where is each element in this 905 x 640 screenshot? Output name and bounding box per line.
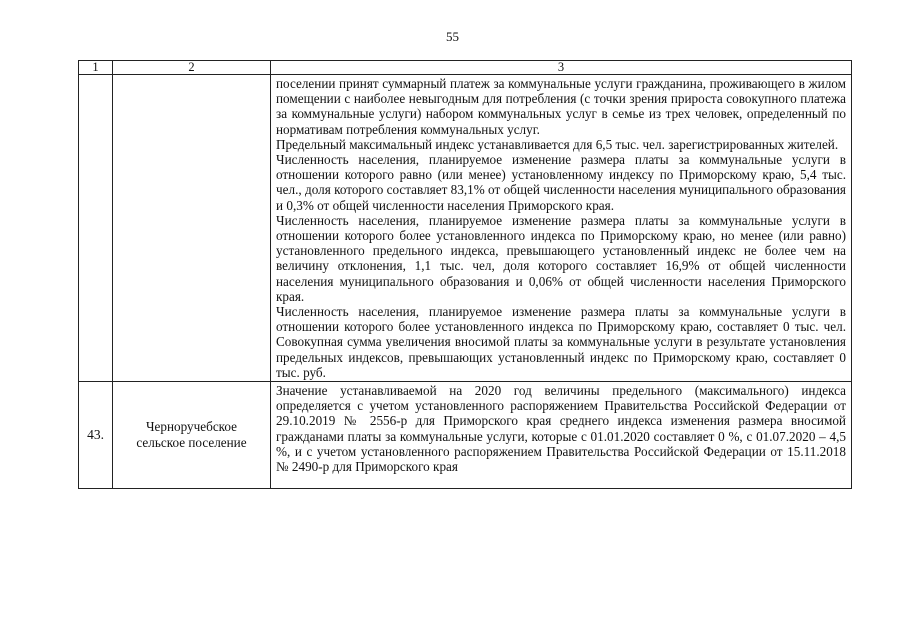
table-header-row	[79, 61, 852, 75]
description-cell	[271, 75, 852, 382]
settlement-name-cell	[113, 75, 271, 382]
page-number: 55	[446, 29, 459, 44]
column-header-1: 1	[79, 61, 113, 75]
description-paragraph: Численность населения, планируемое изменение размера платы за коммунальные услуги в отношении которого равно (или менее) установленному индексу по Приморскому краю, 5,4 тыс. чел., доля которого составляет 83,1% от общей численности населения муниципального образования и 0,3% от общей численности населения Приморского края.	[276, 152, 846, 213]
settlements-table	[78, 60, 852, 489]
settlement-name-line: сельское поселение	[136, 435, 247, 451]
column-header-3: 3	[271, 61, 852, 75]
description-paragraph: Численность населения, планируемое изменение размера платы за коммунальные услуги в отношении которого более установленного индекса по Приморскому краю, составляет 0 тыс. чел. Совокупная сумма увеличения вносимой платы за коммунальные услуги в результате установления предельных индексов, превышающих установленный индекс по Приморскому краю, составляет 0 тыс. руб.	[276, 304, 846, 380]
table-row-43	[79, 382, 852, 489]
description-cell	[271, 382, 852, 489]
settlement-name-cell	[113, 382, 271, 489]
settlement-name-line: Черноручебское	[145, 419, 238, 435]
description-paragraph: Предельный максимальный индекс устанавливается для 6,5 тыс. чел. зарегистрированных жителей.	[276, 136, 839, 152]
description-paragraph: поселении принят суммарный платеж за коммунальные услуги гражданина, проживающего в жилом помещении с наиболее невыгодным для потребления (с точки зрения прироста совокупного платежа за коммунальные услуги) набором коммунальных услуг в семье из трех человек, определенный по нормативам потребления коммунальных услуг.	[276, 76, 846, 137]
description-paragraph: Численность населения, планируемое изменение размера платы за коммунальные услуги в отношении которого более установленного индекса по Приморскому краю, но менее (или равно) установленного предельного индекса, превышающего установленный индекс не более чем на величину отклонения, 1,1 тыс. чел, доля которого составляет 16,9% от общей численности населения муниципального образования и 0,06% от общей численности населения Приморского края.	[276, 212, 846, 304]
row-number-cell	[79, 75, 113, 382]
table-row-continued	[79, 75, 852, 382]
column-header-2: 2	[113, 61, 271, 75]
row-number-cell: 43.	[79, 382, 113, 489]
description-paragraph: Значение устанавливаемой на 2020 год величины предельного (максимального) индекса определяется с учетом установленного распоряжением Правительства Российской Федерации от 29.10.2019 № 2556-р для Приморского края среднего индекса изменения размера вносимой гражданами платы за коммунальные услуги, которые с 01.01.2020 составляет 0 %, с 01.07.2020 – 4,5 %, и с учетом установленного распоряжением Правительства Российской Федерации от 15.11.2018 № 2490-р для Приморского края	[276, 383, 846, 475]
